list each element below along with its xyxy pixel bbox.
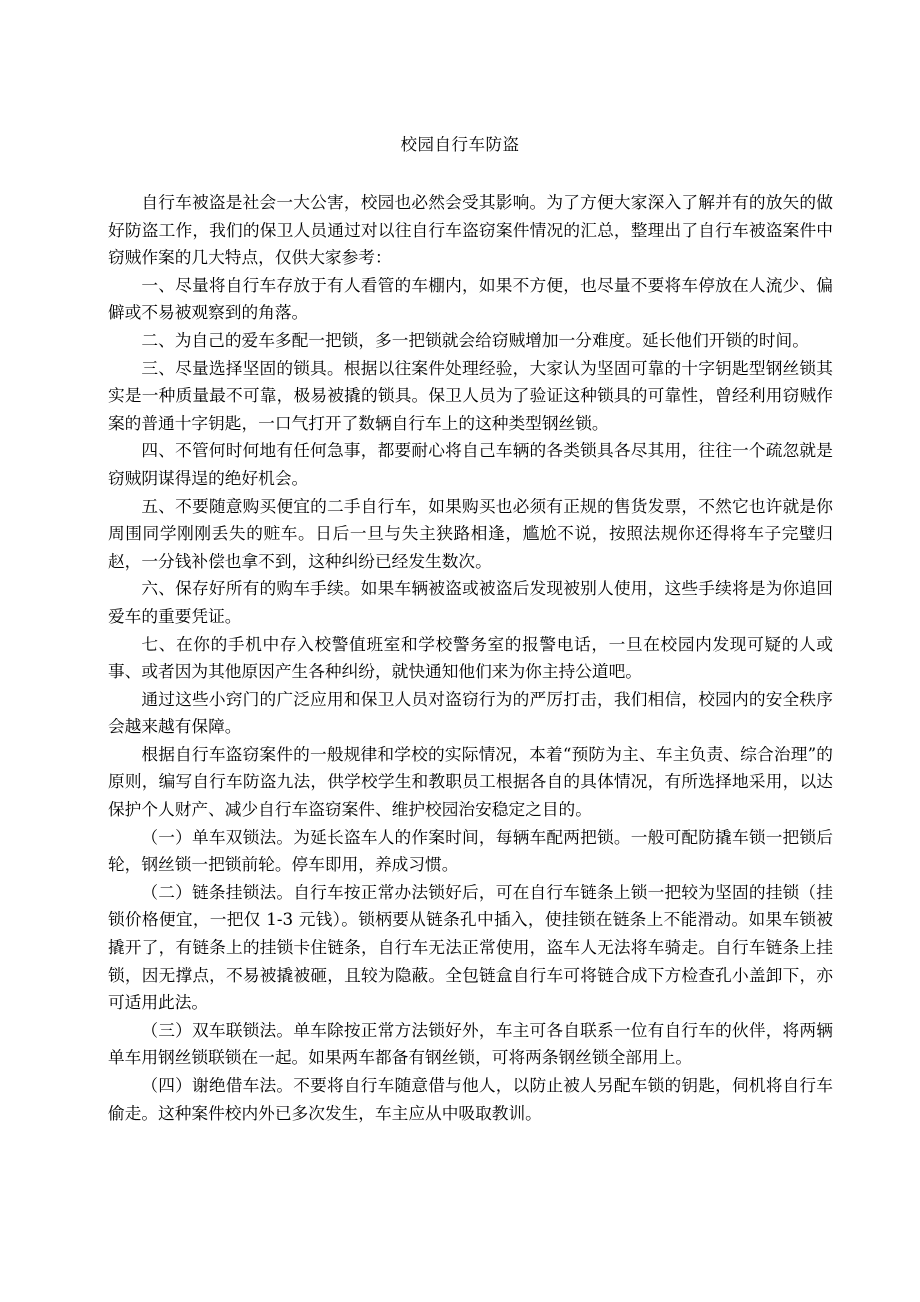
tip-5-paragraph: 五、不要随意购买便宜的二手自行车，如果购买也必须有正规的售货发票，不然它也许就是你周围同学刚刚丢失的赃车。日后一旦与失主狭路相逢，尴尬不说，按照法规你还得将车子完璧归赵，一分钱补偿也拿不到，这种纠纷已经发生数次。 — [108, 495, 833, 571]
method-3-paragraph: （三）双车联锁法。单车除按正常方法锁好外，车主可各自联系一位有自行车的伙伴，将两辆单车用钢丝锁联锁在一起。如果两车都备有钢丝锁，可将两条钢丝锁全部用上。 — [108, 1019, 833, 1068]
tip-6-paragraph: 六、保存好所有的购车手续。如果车辆被盗或被盗后发现被别人使用，这些手续将是为你追回爱车的重要凭证。 — [108, 578, 833, 626]
tip-3-paragraph: 三、尽量选择坚固的锁具。根据以往案件处理经验，大家认为坚固可靠的十字钥匙型钢丝锁其实是一种质量最不可靠，极易被撬的锁具。保卫人员为了验证这种锁具的可靠性，曾经利用窃贼作案的普通十字钥匙，一口气打开了数辆自行车上的这种类型钢丝锁。 — [108, 357, 833, 433]
document-body — [108, 189, 833, 1127]
method-4-paragraph: （四）谢绝借车法。不要将自行车随意借与他人，以防止被人另配车锁的钥匙，伺机将自行车偷走。这种案件校内外已多次发生，车主应从中吸取教训。 — [108, 1075, 833, 1123]
tip-1-paragraph: 一、尽量将自行车存放于有人看管的车棚内，如果不方便，也尽量不要将车停放在人流少、偏僻或不易被观察到的角落。 — [108, 274, 833, 323]
intro-paragraph: 自行车被盗是社会一大公害，校园也必然会受其影响。为了方便大家深入了解并有的放矢的做好防盗工作，我们的保卫人员通过对以往自行车盗窃案件情况的汇总，整理出了自行车被盗案件中窃贼作案的几大特点，仅供大家参考： — [108, 192, 833, 268]
method-2-paragraph: （二）链条挂锁法。自行车按正常办法锁好后，可在自行车链条上锁一把较为坚固的挂锁（挂锁价格便宜，一把仅 1-3 元钱）。锁柄要从链条孔中插入，使挂锁在链条上不能滑动。如果车锁被撬开了，有链条上的挂锁卡住链条，自行车无法正常使用，盗车人无法将车骑走。自行车链条上挂锁，因无撑点，不易被撬被砸，且较为隐蔽。全包链盒自行车可将链合成下方检查孔小盖卸下，亦可适用此法。 — [108, 881, 833, 1013]
method-1-paragraph: （一）单车双锁法。为延长盗车人的作案时间，每辆车配两把锁。一般可配防撬车锁一把锁后轮，钢丝锁一把锁前轮。停车即用，养成习惯。 — [108, 826, 833, 875]
document-title: 校园自行车防盗 — [400, 135, 520, 154]
tip-2-paragraph: 二、为自己的爱车多配一把锁，多一把锁就会给窃贼增加一分难度。延长他们开锁的时间。 — [141, 329, 809, 350]
summary-paragraph: 通过这些小窍门的广泛应用和保卫人员对盗窃行为的严厉打击，我们相信，校园内的安全秩序会越来越有保障。 — [108, 688, 833, 737]
tip-4-paragraph: 四、不管何时何地有任何急事，都要耐心将自己车辆的各类锁具各尽其用，往往一个疏忽就是窃贼阴谋得逞的绝好机会。 — [108, 440, 833, 488]
methods-intro-paragraph: 根据自行车盗窃案件的一般规律和学校的实际情况，本着“预防为主、车主负责、综合治理”的原则，编写自行车防盗九法，供学校学生和教职员工根据各自的具体情况，有所选择地采用，以达保护个人财产、减少自行车盗窃案件、维护校园治安稳定之目的。 — [108, 743, 833, 820]
tip-7-paragraph: 七、在你的手机中存入校警值班室和学校警务室的报警电话，一旦在校园内发现可疑的人或事、或者因为其他原因产生各种纠纷，就快通知他们来为你主持公道吧。 — [108, 633, 833, 682]
